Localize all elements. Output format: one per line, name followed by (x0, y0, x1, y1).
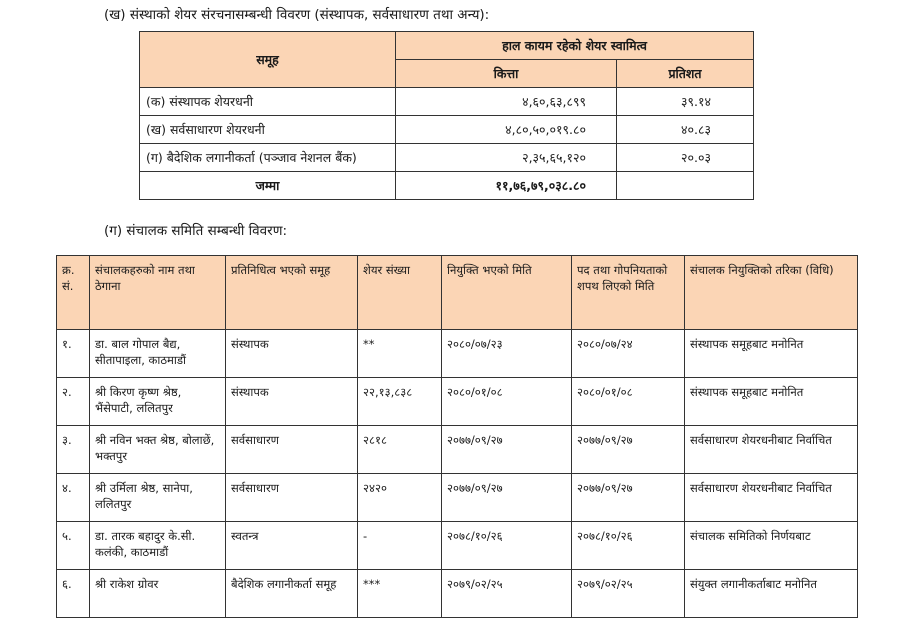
cell-method: संस्थापक समूहबाट मनोनित (685, 378, 858, 426)
cell-group: सर्वसाधारण (226, 426, 358, 474)
header-method: संचालक नियुक्तिको तरिका (विधि) (685, 256, 858, 330)
cell-method: संचालक समितिको निर्णयबाट (685, 522, 858, 570)
total-row (140, 172, 754, 200)
cell-appointed: २०७७/०९/२७ (442, 474, 572, 522)
header-appointed: नियुक्ति भएको मिति (442, 256, 572, 330)
header-kitta: कित्ता (396, 60, 617, 88)
cell-shares: २८१८ (358, 426, 442, 474)
cell-name: श्री उर्मिला श्रेष्ठ, सानेपा, ललितपुर (90, 474, 226, 522)
cell-shares: २४२० (358, 474, 442, 522)
cell-group: स्वतन्त्र (226, 522, 358, 570)
cell-shares: २२,१३,८३८ (358, 378, 442, 426)
cell-group: सर्वसाधारण (226, 474, 358, 522)
header-holding: हाल कायम रहेको शेयर स्वामित्व (396, 32, 754, 60)
cell-name: श्री राकेश ग्रोवर (90, 570, 226, 618)
cell-method: संयुक्त लगानीकर्ताबाट मनोनित (685, 570, 858, 618)
cell-sn: ५. (57, 522, 90, 570)
cell-appointed: २०७७/०९/२७ (442, 426, 572, 474)
cell-appointed: २०७८/१०/२६ (442, 522, 572, 570)
total-kitta: ११,७६,७९,०३८.८० (396, 172, 617, 200)
table-row (57, 378, 858, 426)
header-sn: क्र. सं. (57, 256, 90, 330)
table-row (140, 88, 754, 116)
cell-shares: *** (358, 570, 442, 618)
cell-oath: २०८०/०७/२४ (572, 330, 685, 378)
row-kitta: ४,६०,६३,८९९ (396, 88, 617, 116)
cell-appointed: २०८०/०१/०८ (442, 378, 572, 426)
row-group: (ख) सर्वसाधारण शेयरधनी (140, 116, 396, 144)
row-group: (क) संस्थापक शेयरधनी (140, 88, 396, 116)
board-table (56, 255, 858, 618)
table-row (57, 522, 858, 570)
cell-name: श्री किरण कृष्ण श्रेष्ठ, भैंसेपाटी, ललितपुर (90, 378, 226, 426)
total-label: जम्मा (140, 172, 396, 200)
board-heading: (ग) संचालक समिति सम्बन्धी विवरण: (104, 223, 288, 239)
cell-group: बैदेशिक लगानीकर्ता समूह (226, 570, 358, 618)
row-group: (ग) बैदेशिक लगानीकर्ता (पञ्जाव नेशनल बैंक) (140, 144, 396, 172)
total-percent (617, 172, 754, 200)
cell-method: सर्वसाधारण शेयरधनीबाट निर्वाचित (685, 426, 858, 474)
cell-oath: २०८०/०१/०८ (572, 378, 685, 426)
share-structure-table (139, 31, 754, 200)
cell-appointed: २०७९/०२/२५ (442, 570, 572, 618)
share-structure-heading: (ख) संस्थाको शेयर संरचनासम्बन्धी विवरण (संस्थापक, सर्वसाधारण तथा अन्य): (104, 7, 490, 23)
cell-oath: २०७७/०९/२७ (572, 474, 685, 522)
cell-sn: ३. (57, 426, 90, 474)
cell-sn: १. (57, 330, 90, 378)
cell-group: संस्थापक (226, 330, 358, 378)
header-shares: शेयर संख्या (358, 256, 442, 330)
row-percent: २०.०३ (617, 144, 754, 172)
cell-sn: ४. (57, 474, 90, 522)
row-kitta: ४,८०,५०,०१९.८० (396, 116, 617, 144)
cell-sn: २. (57, 378, 90, 426)
cell-appointed: २०८०/०७/२३ (442, 330, 572, 378)
cell-name: डा. बाल गोपाल बैद्य, सीतापाइला, काठमाडौं (90, 330, 226, 378)
row-percent: ४०.८३ (617, 116, 754, 144)
cell-oath: २०७९/०२/२५ (572, 570, 685, 618)
table-row (57, 426, 858, 474)
header-group: समूह (140, 32, 396, 88)
table-row (57, 474, 858, 522)
table-row (57, 570, 858, 618)
cell-sn: ६. (57, 570, 90, 618)
table-row (140, 144, 754, 172)
header-name: संचालकहरुको नाम तथा ठेगाना (90, 256, 226, 330)
header-percent: प्रतिशत (617, 60, 754, 88)
board-header-row (57, 256, 858, 330)
table-row (140, 116, 754, 144)
table-row (57, 330, 858, 378)
cell-oath: २०७७/०९/२७ (572, 426, 685, 474)
row-kitta: २,३५,६५,१२० (396, 144, 617, 172)
cell-group: संस्थापक (226, 378, 358, 426)
row-percent: ३९.१४ (617, 88, 754, 116)
header-oath: पद तथा गोपनियताको शपथ लिएको मिति (572, 256, 685, 330)
cell-shares: ** (358, 330, 442, 378)
cell-method: सर्वसाधारण शेयरधनीबाट निर्वाचित (685, 474, 858, 522)
cell-method: संस्थापक समूहबाट मनोनित (685, 330, 858, 378)
cell-shares: - (358, 522, 442, 570)
cell-oath: २०७८/१०/२६ (572, 522, 685, 570)
cell-name: श्री नविन भक्त श्रेष्ठ, बोलाछें, भक्तपुर (90, 426, 226, 474)
header-group: प्रतिनिधित्व भएको समूह (226, 256, 358, 330)
cell-name: डा. तारक बहादुर के.सी. कलंकी, काठमाडौं (90, 522, 226, 570)
